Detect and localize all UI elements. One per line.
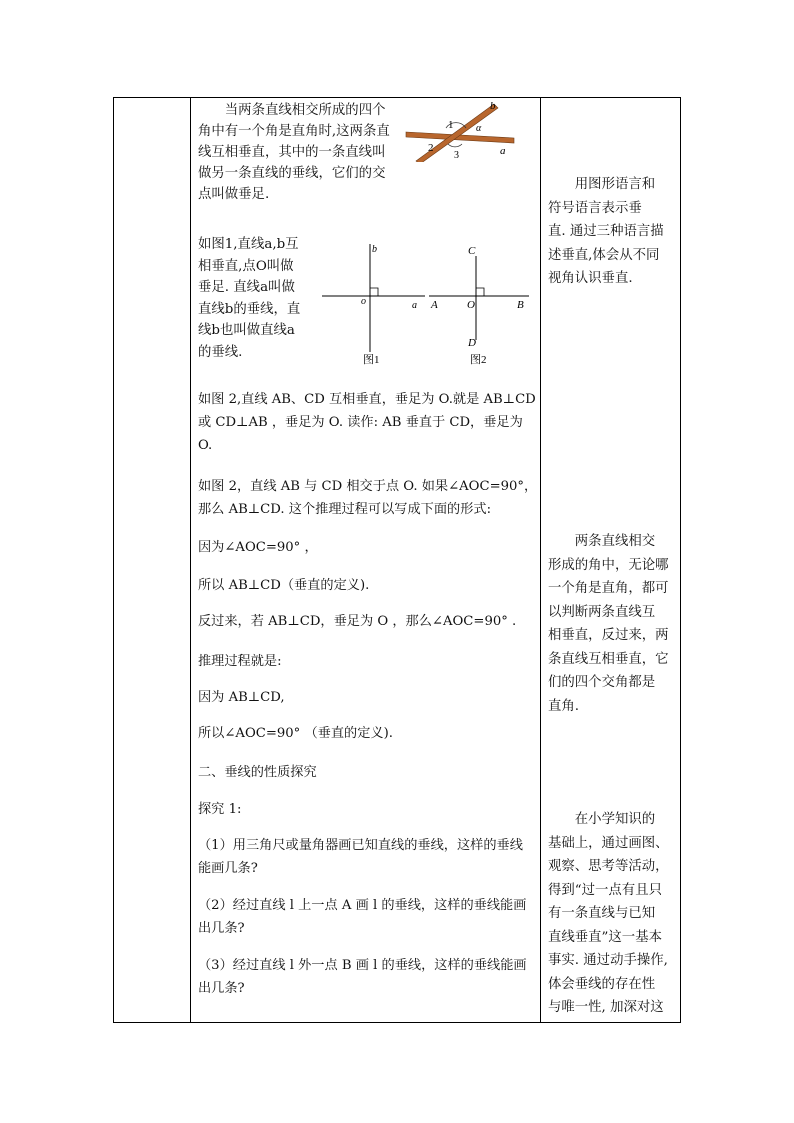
fig1-description: 如图1,直线a,b互 相垂直,点O叫做 垂足. 直线a叫做 直线b的垂线，直 线b也叫做直线a 的垂线. (198, 237, 301, 360)
label-alpha: α (476, 123, 482, 134)
fig1-caption: 图1 (363, 354, 380, 366)
intro-definition: 当两条直线相交所成的四个 角中有一个角是直角时,这两条直 线互相垂直，其中的一条直线叫 做另一条直线的垂线，它们的交 点叫做垂足. (198, 103, 390, 202)
fig2-label-o: O (467, 299, 475, 311)
crossing-lines-figure (404, 98, 522, 162)
so-2: 所以∠AOC=90° （垂直的定义). (198, 726, 393, 741)
conversely: 反过来，若 AB⊥CD，垂足为 O ，那么∠AOC=90° . (198, 614, 517, 629)
label-3: 3 (454, 150, 459, 161)
label-2: 2 (428, 142, 434, 154)
table-divider-right (540, 97, 541, 1023)
table-divider-left (190, 97, 191, 1023)
section-2-heading: 二、垂线的性质探究 (198, 765, 317, 780)
fig1-label-b: b (372, 244, 377, 255)
note-2: 两条直线相交 形成的角中，无论哪 一个角是直角，都可 以判断两条直线互 相垂直，反过来，两 条直线互相垂直，它 们的四个交角都是 直角. (548, 534, 669, 714)
label-b: b (490, 100, 496, 112)
question-2: （2）经过直线 l 上一点 A 画 l 的垂线，这样的垂线能画 出几条? (198, 898, 527, 936)
note-1: 用图形语言和 符号语言表示垂 直. 通过三种语言描 述垂直,体会从不同 视角认识垂直. (548, 177, 664, 286)
reasoning-is: 推理过程就是: (198, 654, 282, 669)
fig2-label-a: A (431, 299, 438, 311)
fig2-label-c: C (468, 245, 476, 257)
question-3: （3）经过直线 l 外一点 B 画 l 的垂线，这样的垂线能画 出几条? (198, 958, 527, 996)
fig2-label-b: B (517, 299, 524, 311)
label-1: 1 (448, 119, 454, 131)
label-a: a (500, 145, 506, 157)
figure-1 (320, 240, 430, 370)
explore-1: 探究 1: (198, 802, 242, 817)
fig2-definition: 如图 2,直线 AB、CD 互相垂直，垂足为 O.就是 AB⊥CD 或 CD⊥AB ，垂足为 O. 读作: AB 垂直于 CD，垂足为 O. (198, 392, 536, 453)
fig1-label-o: o (361, 296, 366, 307)
note-3: 在小学知识的 基础上，通过画图、 观察、思考等活动， 得到“过一点有且只 有一条直线与已知 直线垂直”这一基本 事实. 通过动手操作, 体会垂线的存在性 与唯一性, 加深对这 (548, 812, 669, 1015)
figure-2 (425, 240, 535, 370)
so-1: 所以 AB⊥CD（垂直的定义). (198, 578, 370, 593)
question-1: （1）用三角尺或量角器画已知直线的垂线，这样的垂线 能画几条? (198, 838, 523, 876)
reasoning-intro: 如图 2，直线 AB 与 CD 相交于点 O. 如果∠AOC=90°， 那么 AB⊥CD. 这个推理过程可以写成下面的形式: (198, 479, 538, 517)
fig2-label-d: D (468, 337, 476, 349)
fig1-label-a: a (412, 300, 417, 311)
because-2: 因为 AB⊥CD, (198, 690, 285, 705)
fig2-caption: 图2 (470, 354, 487, 366)
because-1: 因为∠AOC=90° ， (198, 540, 318, 555)
